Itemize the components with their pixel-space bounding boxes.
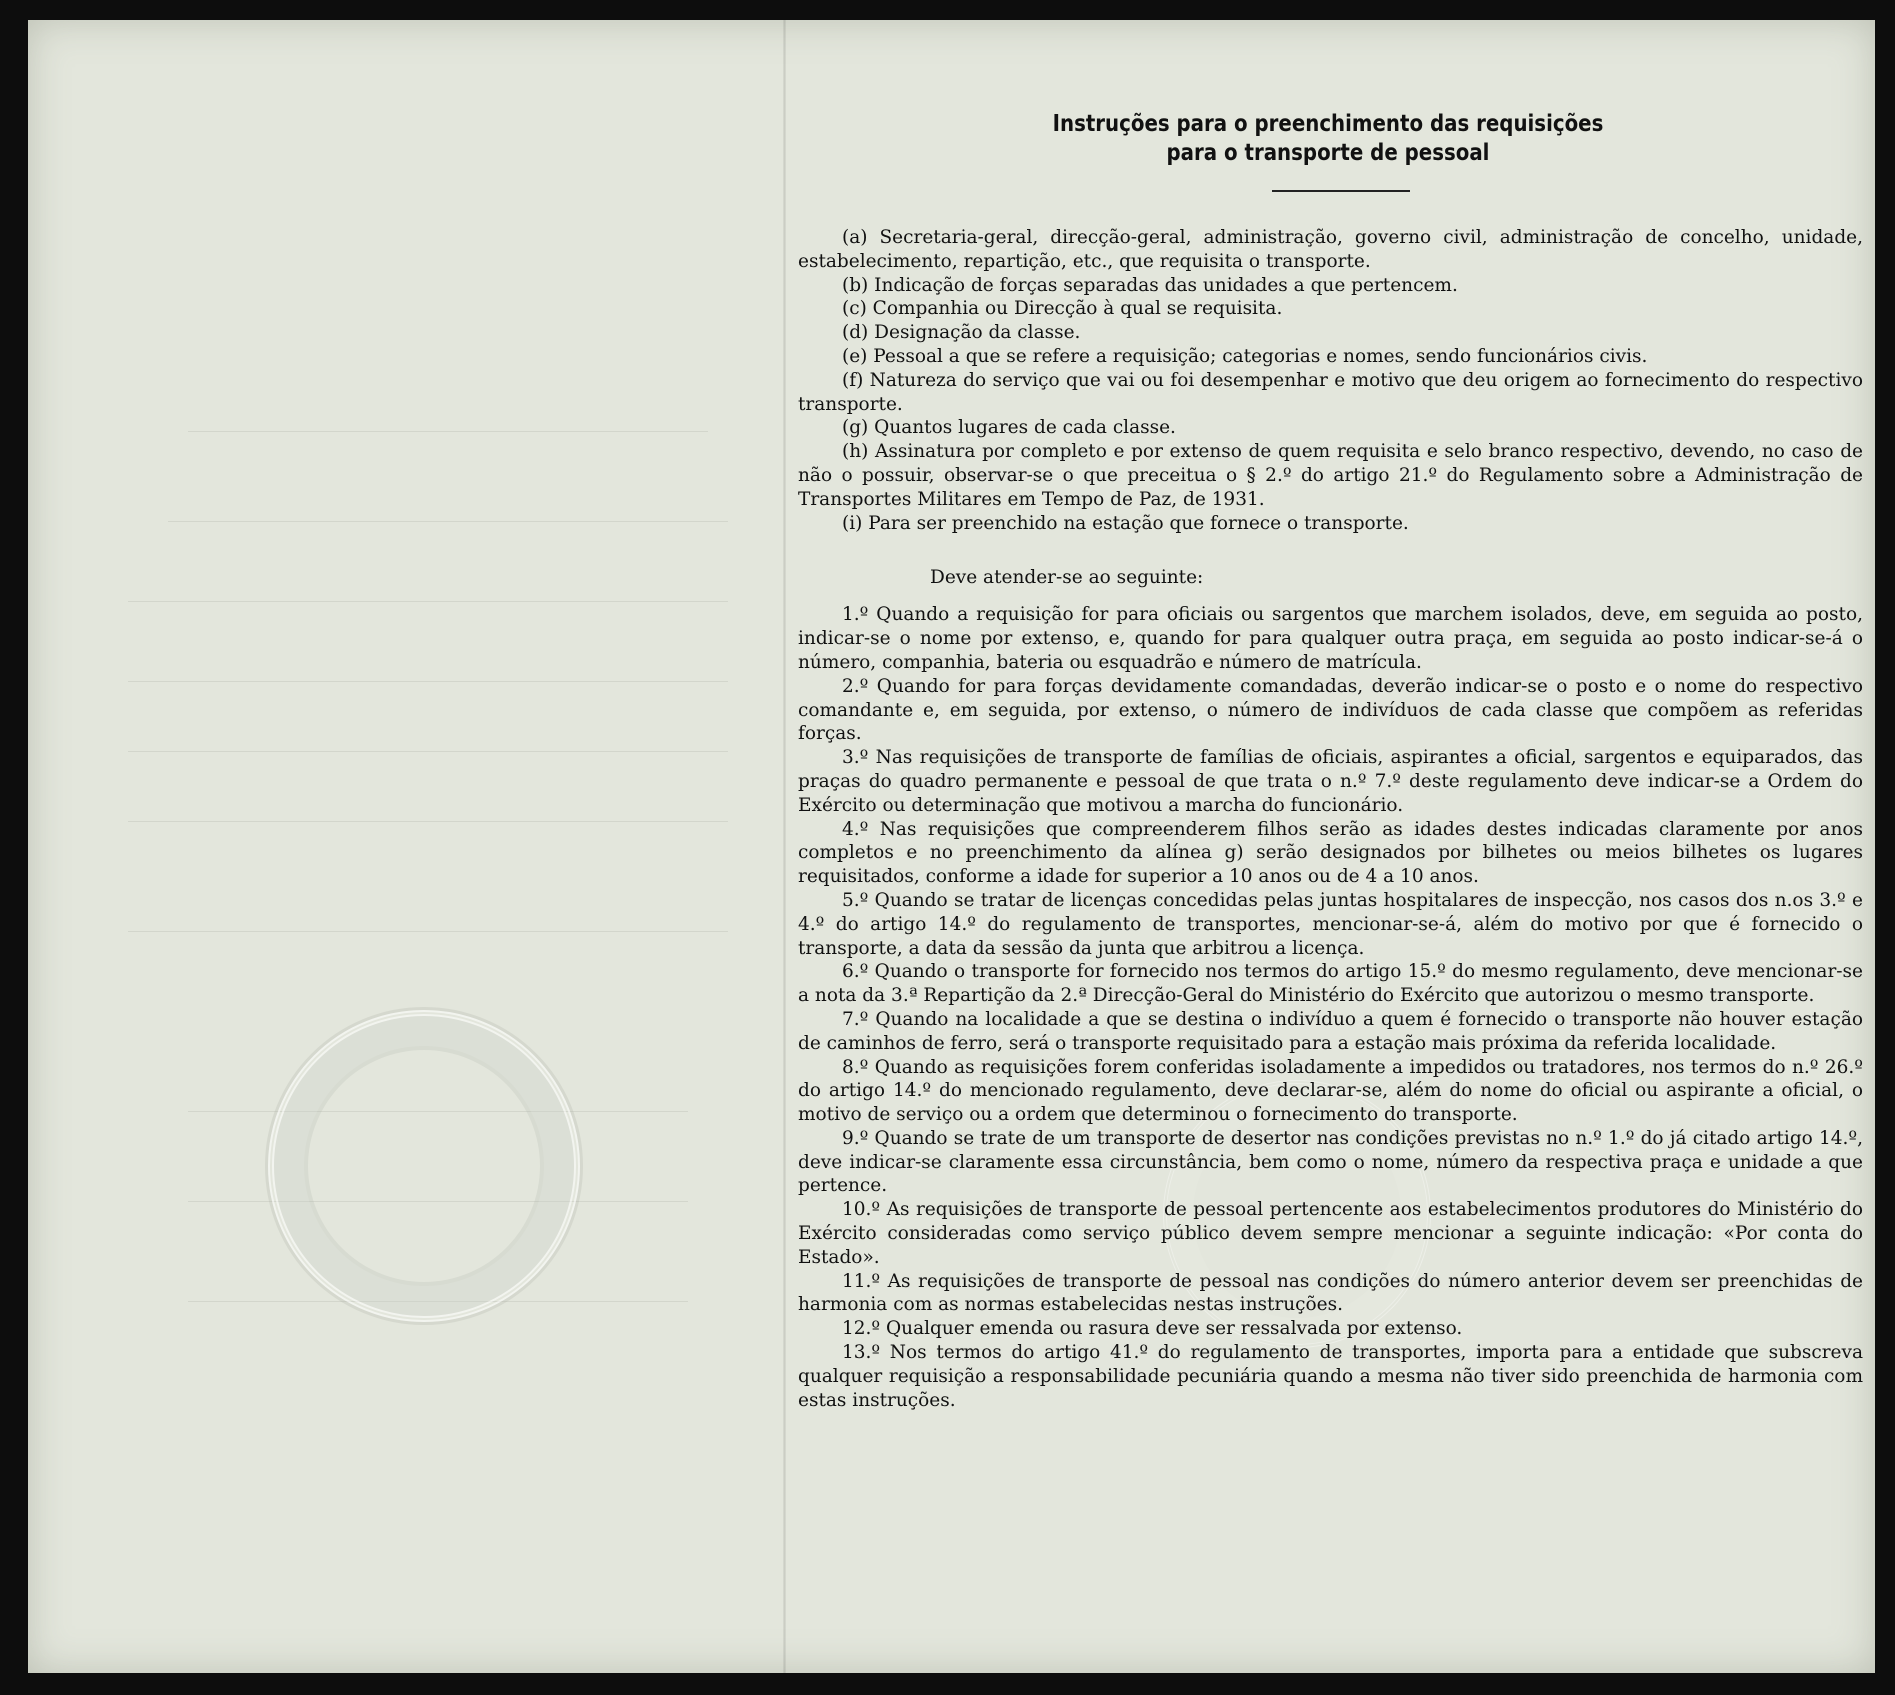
rules-intro: Deve atender-se ao seguinte:: [930, 567, 1204, 589]
scanned-document: [28, 20, 1875, 1673]
note-f: (f) Natureza do serviço que vai ou foi desempenhar e motivo que deu origem ao fornecimento do respectivo transporte.: [798, 369, 1863, 415]
rule-2: 2.º Quando for para forças devidamente comandadas, deverão indicar-se o posto e o nome do respectivo comandante e, em seguida, por extenso, o número de indivíduos de cada classe que compõem as referidas forças.: [798, 675, 1863, 745]
note-g: (g) Quantos lugares de cada classe.: [842, 417, 1176, 439]
note-i: (i) Para ser preenchido na estação que fornece o transporte.: [842, 512, 1409, 534]
note-c: (c) Companhia ou Direcção à qual se requisita.: [842, 298, 1283, 320]
rule-1: 1.º Quando a requisição for para oficiais ou sargentos que marchem isolados, deve, em seguida ao posto, indicar-se o nome por extenso, e, quando for para qualquer outra praça, em seguida ao posto indicar-se-á o número, companhia, bateria ou esquadrão e número de matrícula.: [798, 604, 1863, 673]
rule-5: 5.º Quando se tratar de licenças concedidas pelas juntas hospitalares de inspecção, nos casos dos n.os 3.º e 4.º do artigo 14.º do regulamento de transportes, mencionar-se-á, além do motivo por que é fornecido o transporte, a data da sessão da junta que arbitrou a licença.: [798, 889, 1863, 959]
field-notes-list: [798, 226, 1863, 535]
instructions-title: [1027, 110, 1629, 168]
note-h: (h) Assinatura por completo e por extenso de quem requisita e selo branco respectivo, devendo, no caso de não o possuir, observar-se o que preceitua o § 2.º do artigo 21.º do Regulamento sobre a Administração de Transportes Militares em Tempo de Paz, de 1931.: [798, 441, 1863, 510]
rule-13: 13.º Nos termos do artigo 41.º do regulamento de transportes, importa para a entidade que subscreva qualquer requisição a responsabilidade pecuniária quando a mesma não tiver sido preenchida de harmonia com estas instruções.: [798, 1342, 1863, 1411]
rule-11: 11.º As requisições de transporte de pessoal nas condições do número anterior devem ser preenchidas de harmonia com as normas estabelecidas nestas instruções.: [798, 1270, 1863, 1316]
reverse-side-show-through: [68, 100, 768, 1580]
embossed-seal: [268, 1010, 580, 1322]
title-line-1: Instruções para o preenchimento das requisições: [1052, 111, 1604, 137]
note-a: (a) Secretaria-geral, direcção-geral, administração, governo civil, administração de concelho, unidade, estabelecimento, repartição, etc., que requisita o transporte.: [798, 227, 1863, 272]
rule-6: 6.º Quando o transporte for fornecido nos termos do artigo 15.º do mesmo regulamento, deve mencionar-se a nota da 3.ª Repartição da 2.ª Direcção-Geral do Ministério do Exército que autorizou o mesmo transporte.: [798, 961, 1863, 1007]
rule-12: 12.º Qualquer emenda ou rasura deve ser ressalvada por extenso.: [842, 1318, 1463, 1340]
instructions-panel: [798, 110, 1863, 1412]
note-d: (d) Designação da classe.: [842, 322, 1081, 344]
title-divider: [1272, 190, 1410, 192]
title-line-2: para o transporte de pessoal: [1166, 140, 1490, 166]
rule-4: 4.º Nas requisições que compreenderem filhos serão as idades destes indicadas claramente por anos completos e no preenchimento da alínea g) serão designados por bilhetes ou meios bilhetes os lugares requisitados, conforme a idade for superior a 10 anos ou de 4 a 10 anos.: [798, 818, 1863, 888]
rule-10: 10.º As requisições de transporte de pessoal pertencente aos estabelecimentos produtores do Ministério do Exército consideradas como serviço público devem sempre mencionar a seguinte indicação: «Por conta do Estado».: [798, 1199, 1863, 1268]
rule-7: 7.º Quando na localidade a que se destina o indivíduo a quem é fornecido o transporte não houver estação de caminhos de ferro, será o transporte requisitado para a estação mais próxima da referida localidade.: [798, 1008, 1863, 1054]
note-b: (b) Indicação de forças separadas das unidades a que pertencem.: [842, 274, 1458, 296]
fold-crease: [783, 20, 786, 1673]
rules-list: [798, 603, 1863, 1412]
rule-3: 3.º Nas requisições de transporte de famílias de oficiais, aspirantes a oficial, sargentos e equiparados, das praças do quadro permanente e pessoal de que trata o n.º 7.º deste regulamento deve indicar-se a Ordem do Exército ou determinação que motivou a marcha do funcionário.: [798, 747, 1863, 816]
note-e: (e) Pessoal a que se refere a requisição; categorias e nomes, sendo funcionários civis.: [842, 345, 1648, 367]
rule-8: 8.º Quando as requisições forem conferidas isoladamente a impedidos ou tratadores, nos termos do n.º 26.º do artigo 14.º do mencionado regulamento, deve declarar-se, além do nome do oficial ou aspirante a oficial, o motivo de serviço ou a ordem que determinou o fornecimento do transporte.: [798, 1056, 1863, 1126]
rule-9: 9.º Quando se trate de um transporte de desertor nas condições previstas no n.º 1.º do já citado artigo 14.º, deve indicar-se claramente essa circunstância, bem como o nome, número da respectiva praça e unidade a que pertence.: [798, 1127, 1863, 1197]
